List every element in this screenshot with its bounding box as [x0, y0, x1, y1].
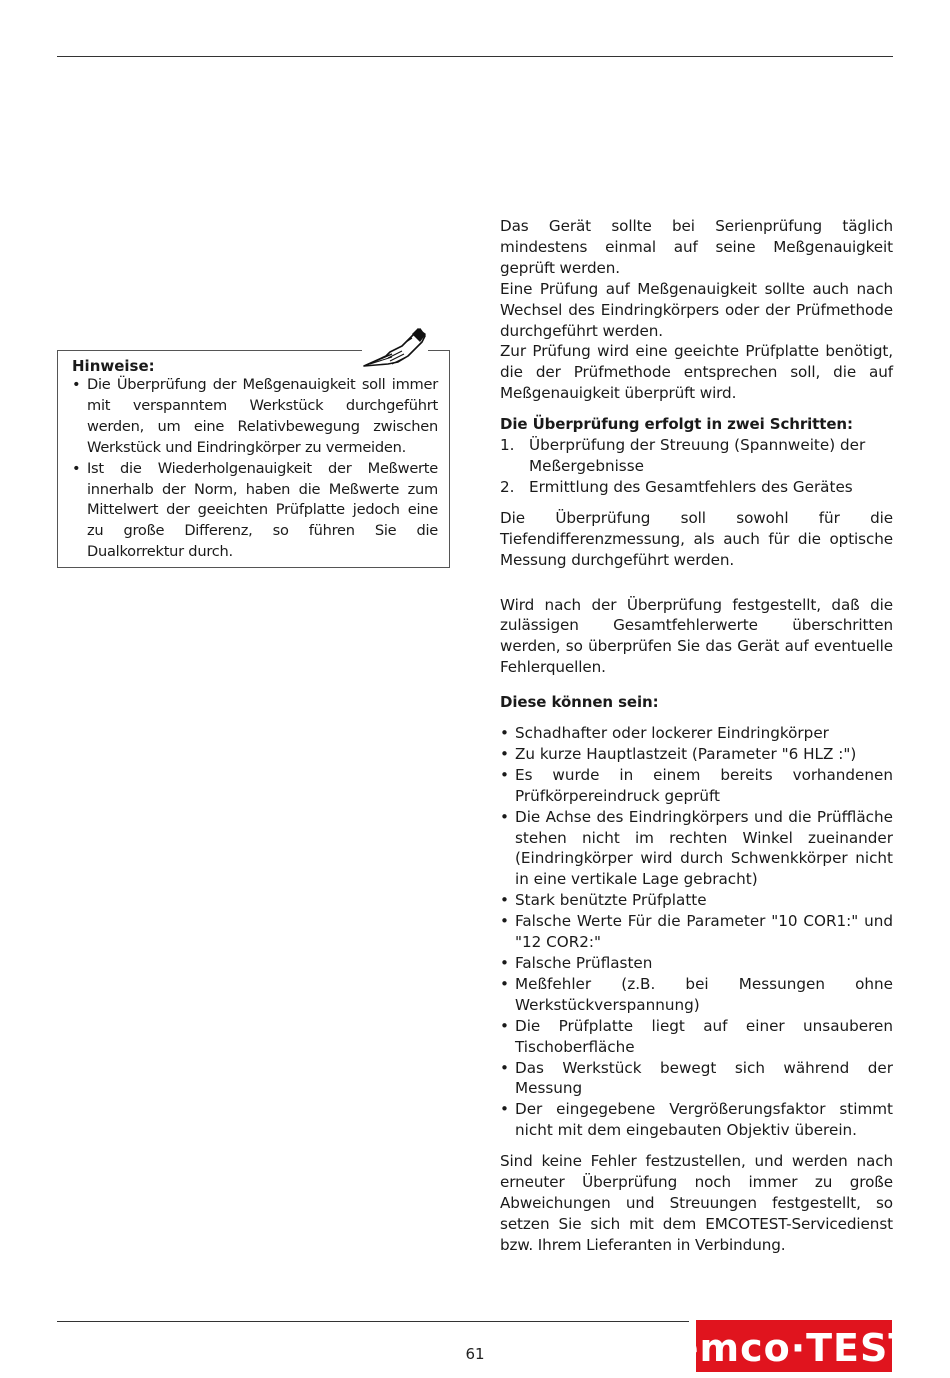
- step-number: 2.: [500, 477, 515, 496]
- page-number: 61: [465, 1345, 485, 1363]
- step-item: [500, 477, 893, 498]
- steps-heading: Die Überprüfung erfolgt in zwei Schritten:: [500, 415, 853, 434]
- footer-rule: [57, 1321, 689, 1322]
- cause-item: • Der eingegebene Vergrößerungsfaktor stimmt nicht mit dem eingebauten Objektiv überein.: [500, 1099, 893, 1141]
- cause-item: • Stark benützte Prüfplatte: [500, 890, 893, 911]
- note-item: • Ist die Wiederholgenauigkeit der Meßwerte innerhalb der Norm, haben die Meßwerte zum Mittelwert der geeichten Prüfplatte jedoch eine zu große Differenz, so führen Sie die Dualkorrektur durch.: [72, 459, 438, 564]
- main-text-column: [500, 216, 893, 1256]
- note-list: [72, 375, 438, 563]
- intro-paragraph: Das Gerät sollte bei Serienprüfung täglich mindestens einmal auf seine Meßgenauigkeit geprüft werden.: [500, 217, 893, 277]
- cause-item: • Zu kurze Hauptlastzeit (Parameter "6 HLZ :"): [500, 744, 893, 765]
- cause-item: • Falsche Prüflasten: [500, 953, 893, 974]
- note-title: Hinweise:: [72, 357, 155, 375]
- step-number: 1.: [500, 436, 515, 455]
- steps-list: [500, 435, 893, 498]
- cause-item: • Schadhafter oder lockerer Eindringkörper: [500, 723, 893, 744]
- causes-list: [500, 723, 893, 1141]
- cause-item: • Falsche Werte Für die Parameter "10 COR1:" und "12 COR2:": [500, 911, 893, 953]
- svg-text:emco·TEST: emco·TEST: [672, 1326, 916, 1370]
- header-rule: [57, 56, 893, 57]
- cause-item: • Das Werkstück bewegt sich während der Messung: [500, 1058, 893, 1100]
- step-text: Ermittlung des Gesamtfehlers des Gerätes: [529, 477, 853, 496]
- emcotest-logo: [672, 1320, 916, 1372]
- closing-paragraph: Sind keine Fehler festzustellen, und werden nach erneuter Überprüfung noch immer zu große Abweichungen und Streuungen festgestellt, so setzen Sie sich mit dem EMCOTEST-Servicedienst bzw. Ihrem Lieferanten in Verbindung.: [500, 1152, 893, 1254]
- scope-paragraph: Die Überprüfung soll sowohl für die Tiefendifferenzmessung, als auch für die optische Messung durchgeführt werden.: [500, 508, 893, 569]
- intro-paragraph: Eine Prüfung auf Meßgenauigkeit sollte auch nach Wechsel des Eindringkörpers oder der Prüfmethode durchgeführt werden.: [500, 279, 893, 340]
- causes-heading: Diese können sein:: [500, 693, 659, 712]
- exceeded-paragraph: Wird nach der Überprüfung festgestellt, daß die zulässigen Gesamtfehlerwerte überschritten werden, so überprüfen Sie das Gerät auf eventuelle Fehlerquellen.: [500, 595, 893, 677]
- note-item: • Die Überprüfung der Meßgenauigkeit soll immer mit verspanntem Werkstück durchgeführt werden, um eine Relativbewegung zwischen Werkstück und Eindringkörper zu vermeiden.: [72, 375, 438, 459]
- step-text: Überprüfung der Streuung (Spannweite) der Meßergebnisse: [529, 436, 866, 475]
- cause-item: • Die Achse des Eindringkörpers und die Prüffläche stehen nicht im rechten Winkel zueinander (Eindringkörper wird durch Schwenkkörper nicht in eine vertikale Lage gebracht): [500, 807, 893, 891]
- cause-item: • Meßfehler (z.B. bei Messungen ohne Werkstückverspannung): [500, 974, 893, 1016]
- intro-paragraph: Zur Prüfung wird eine geeichte Prüfplatte benötigt, die der Prüfmethode entsprechen soll, die auf Meßgenauigkeit überprüft wird.: [500, 342, 893, 403]
- step-item: [500, 435, 893, 477]
- pointing-hand-icon: [362, 326, 428, 370]
- cause-item: • Die Prüfplatte liegt auf einer unsauberen Tischoberfläche: [500, 1016, 893, 1058]
- cause-item: • Es wurde in einem bereits vorhandenen Prüfkörpereindruck geprüft: [500, 765, 893, 807]
